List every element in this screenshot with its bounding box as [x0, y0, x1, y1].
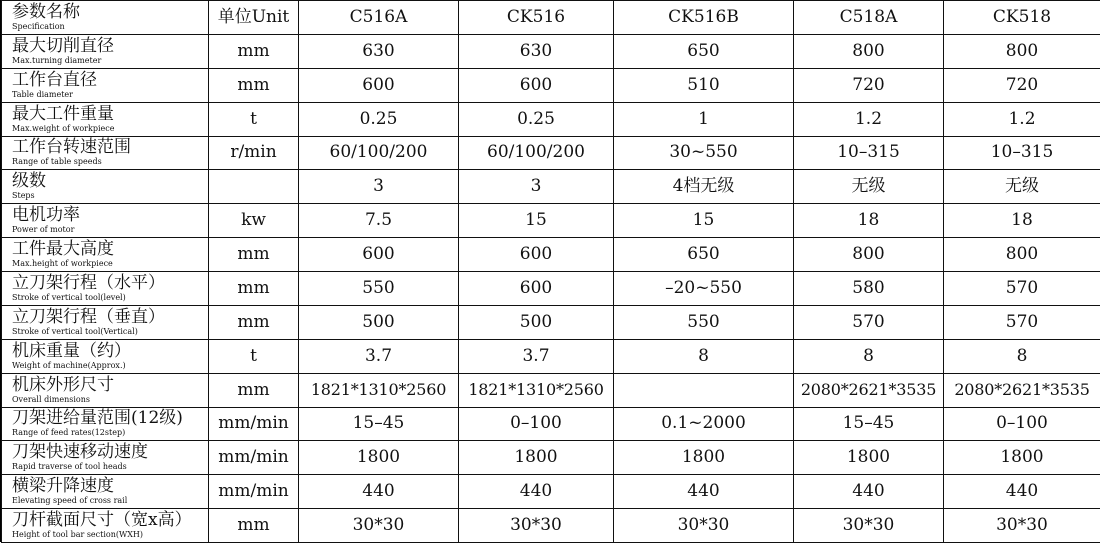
value-cell: 440 — [299, 475, 459, 509]
value-cell: 15 — [614, 204, 794, 238]
value-cell: 18 — [794, 204, 944, 238]
spec-name-en: Table diameter — [12, 90, 208, 99]
unit-cell: mm — [209, 34, 299, 68]
table-row — [2, 170, 1100, 204]
value-cell: 440 — [614, 475, 794, 509]
value-cell: 1 — [614, 102, 794, 136]
value-cell: 30*30 — [794, 509, 944, 543]
value-cell: 60/100/200 — [299, 136, 459, 170]
header-model-c518a: C518A — [794, 1, 944, 35]
spec-name-en: Weight of machine(Approx.) — [12, 361, 208, 370]
spec-cell — [2, 373, 209, 407]
table-row — [2, 204, 1100, 238]
value-cell: 630 — [299, 34, 459, 68]
table-row — [2, 373, 1100, 407]
spec-name-en: Stroke of vertical tool(Vertical) — [12, 327, 208, 336]
value-cell: 8 — [614, 339, 794, 373]
spec-name-cn: 级数 — [12, 173, 208, 190]
value-cell: 1800 — [459, 441, 614, 475]
spec-name-cn: 最大工件重量 — [12, 106, 208, 123]
value-cell: 570 — [944, 272, 1100, 306]
spec-name-cn: 最大切削直径 — [12, 38, 208, 55]
value-cell: 580 — [794, 272, 944, 306]
header-model-c516a: C516A — [299, 1, 459, 35]
value-cell: 10–315 — [794, 136, 944, 170]
value-cell: 440 — [944, 475, 1100, 509]
table-row — [2, 238, 1100, 272]
value-cell: 630 — [459, 34, 614, 68]
spec-name-cn: 工件最大高度 — [12, 241, 208, 258]
spec-cell — [2, 272, 209, 306]
spec-name-en: Stroke of vertical tool(level) — [12, 293, 208, 302]
spec-name-cn: 刀架快速移动速度 — [12, 444, 208, 461]
value-cell: 0.25 — [459, 102, 614, 136]
spec-name-en: Elevating speed of cross rail — [12, 496, 208, 505]
spec-cell — [2, 68, 209, 102]
value-cell: 18 — [944, 204, 1100, 238]
spec-name-en: Range of table speeds — [12, 157, 208, 166]
spec-name-cn: 工作台直径 — [12, 72, 208, 89]
value-cell: 0.1~2000 — [614, 407, 794, 441]
value-cell: 600 — [459, 272, 614, 306]
value-cell — [614, 373, 794, 407]
unit-cell: mm — [209, 373, 299, 407]
header-unit: 单位Unit — [209, 1, 299, 35]
value-cell: 30*30 — [459, 509, 614, 543]
spec-cell — [2, 170, 209, 204]
header-model-ck516: CK516 — [459, 1, 614, 35]
header-model-ck518: CK518 — [944, 1, 1100, 35]
value-cell: 600 — [459, 68, 614, 102]
value-cell: 500 — [459, 305, 614, 339]
value-cell: 1821*1310*2560 — [299, 373, 459, 407]
value-cell: 3.7 — [459, 339, 614, 373]
table-row — [2, 272, 1100, 306]
table-row — [2, 339, 1100, 373]
value-cell: 无级 — [794, 170, 944, 204]
table-row — [2, 102, 1100, 136]
spec-cell — [2, 509, 209, 543]
value-cell: 1800 — [944, 441, 1100, 475]
value-cell: 1800 — [299, 441, 459, 475]
spec-cell — [2, 475, 209, 509]
spec-name-en: Max.turning diameter — [12, 56, 208, 65]
spec-name-en: Overall dimensions — [12, 395, 208, 404]
value-cell: 550 — [614, 305, 794, 339]
value-cell: 1821*1310*2560 — [459, 373, 614, 407]
spec-cell — [2, 441, 209, 475]
unit-cell: kw — [209, 204, 299, 238]
value-cell: –20~550 — [614, 272, 794, 306]
spec-name-cn: 立刀架行程（垂直） — [12, 309, 208, 326]
unit-cell: mm — [209, 509, 299, 543]
value-cell: 500 — [299, 305, 459, 339]
spec-name-en: Max.height of workpiece — [12, 259, 208, 268]
table-row — [2, 475, 1100, 509]
value-cell: 800 — [794, 34, 944, 68]
unit-cell: mm/min — [209, 475, 299, 509]
table-row — [2, 305, 1100, 339]
value-cell: 无级 — [944, 170, 1100, 204]
spec-name-en: Steps — [12, 191, 208, 200]
value-cell: 800 — [794, 238, 944, 272]
unit-cell: t — [209, 339, 299, 373]
spec-name-en: Rapid traverse of tool heads — [12, 462, 208, 471]
table-row — [2, 407, 1100, 441]
value-cell: 570 — [794, 305, 944, 339]
value-cell: 10–315 — [944, 136, 1100, 170]
value-cell: 0.25 — [299, 102, 459, 136]
spec-table — [1, 0, 1100, 543]
spec-name-cn: 立刀架行程（水平） — [12, 275, 208, 292]
value-cell: 600 — [299, 238, 459, 272]
value-cell: 550 — [299, 272, 459, 306]
table-row — [2, 509, 1100, 543]
spec-cell — [2, 407, 209, 441]
value-cell: 30*30 — [614, 509, 794, 543]
value-cell: 600 — [299, 68, 459, 102]
header-spec-cn: 参数名称 — [12, 4, 208, 21]
value-cell: 650 — [614, 34, 794, 68]
spec-name-cn: 机床外形尺寸 — [12, 377, 208, 394]
value-cell: 3 — [299, 170, 459, 204]
value-cell: 3 — [459, 170, 614, 204]
value-cell: 800 — [944, 34, 1100, 68]
spec-name-en: Range of feed rates(12step) — [12, 428, 208, 437]
unit-cell: t — [209, 102, 299, 136]
spec-cell — [2, 305, 209, 339]
unit-cell: mm/min — [209, 407, 299, 441]
spec-name-cn: 电机功率 — [12, 207, 208, 224]
unit-cell: mm/min — [209, 441, 299, 475]
value-cell: 570 — [944, 305, 1100, 339]
unit-cell — [209, 170, 299, 204]
spec-name-en: Height of tool bar section(WXH) — [12, 530, 208, 539]
unit-cell: mm — [209, 68, 299, 102]
unit-cell: mm — [209, 238, 299, 272]
table-row — [2, 136, 1100, 170]
header-spec-en: Specification — [12, 22, 208, 31]
value-cell: 7.5 — [299, 204, 459, 238]
unit-cell: mm — [209, 272, 299, 306]
value-cell: 440 — [794, 475, 944, 509]
value-cell: 0–100 — [459, 407, 614, 441]
value-cell: 800 — [944, 238, 1100, 272]
unit-cell: r/min — [209, 136, 299, 170]
value-cell: 30~550 — [614, 136, 794, 170]
table-row — [2, 68, 1100, 102]
value-cell: 15 — [459, 204, 614, 238]
spec-name-en: Power of motor — [12, 225, 208, 234]
value-cell: 650 — [614, 238, 794, 272]
value-cell: 60/100/200 — [459, 136, 614, 170]
value-cell: 1800 — [614, 441, 794, 475]
value-cell: 1800 — [794, 441, 944, 475]
unit-cell: mm — [209, 305, 299, 339]
spec-cell — [2, 136, 209, 170]
table-row — [2, 34, 1100, 68]
value-cell: 600 — [459, 238, 614, 272]
spec-name-cn: 刀架进给量范围(12级) — [12, 410, 208, 427]
value-cell: 510 — [614, 68, 794, 102]
spec-cell — [2, 238, 209, 272]
value-cell: 15–45 — [794, 407, 944, 441]
value-cell: 30*30 — [944, 509, 1100, 543]
value-cell: 15–45 — [299, 407, 459, 441]
value-cell: 2080*2621*3535 — [794, 373, 944, 407]
spec-cell — [2, 102, 209, 136]
value-cell: 0–100 — [944, 407, 1100, 441]
value-cell: 720 — [794, 68, 944, 102]
value-cell: 8 — [944, 339, 1100, 373]
value-cell: 3.7 — [299, 339, 459, 373]
spec-cell — [2, 34, 209, 68]
value-cell: 8 — [794, 339, 944, 373]
spec-cell — [2, 339, 209, 373]
spec-name-en: Max.weight of workpiece — [12, 124, 208, 133]
value-cell: 2080*2621*3535 — [944, 373, 1100, 407]
value-cell: 1.2 — [794, 102, 944, 136]
value-cell: 30*30 — [299, 509, 459, 543]
header-spec-cell — [2, 1, 209, 35]
value-cell: 1.2 — [944, 102, 1100, 136]
header-model-ck516b: CK516B — [614, 1, 794, 35]
spec-name-cn: 刀杆截面尺寸（宽x高） — [12, 512, 208, 529]
value-cell: 4档无级 — [614, 170, 794, 204]
header-row — [2, 1, 1100, 35]
table-row — [2, 441, 1100, 475]
value-cell: 440 — [459, 475, 614, 509]
spec-cell — [2, 204, 209, 238]
value-cell: 720 — [944, 68, 1100, 102]
spec-name-cn: 工作台转速范围 — [12, 139, 208, 156]
spec-name-cn: 横梁升降速度 — [12, 478, 208, 495]
spec-name-cn: 机床重量（约） — [12, 343, 208, 360]
